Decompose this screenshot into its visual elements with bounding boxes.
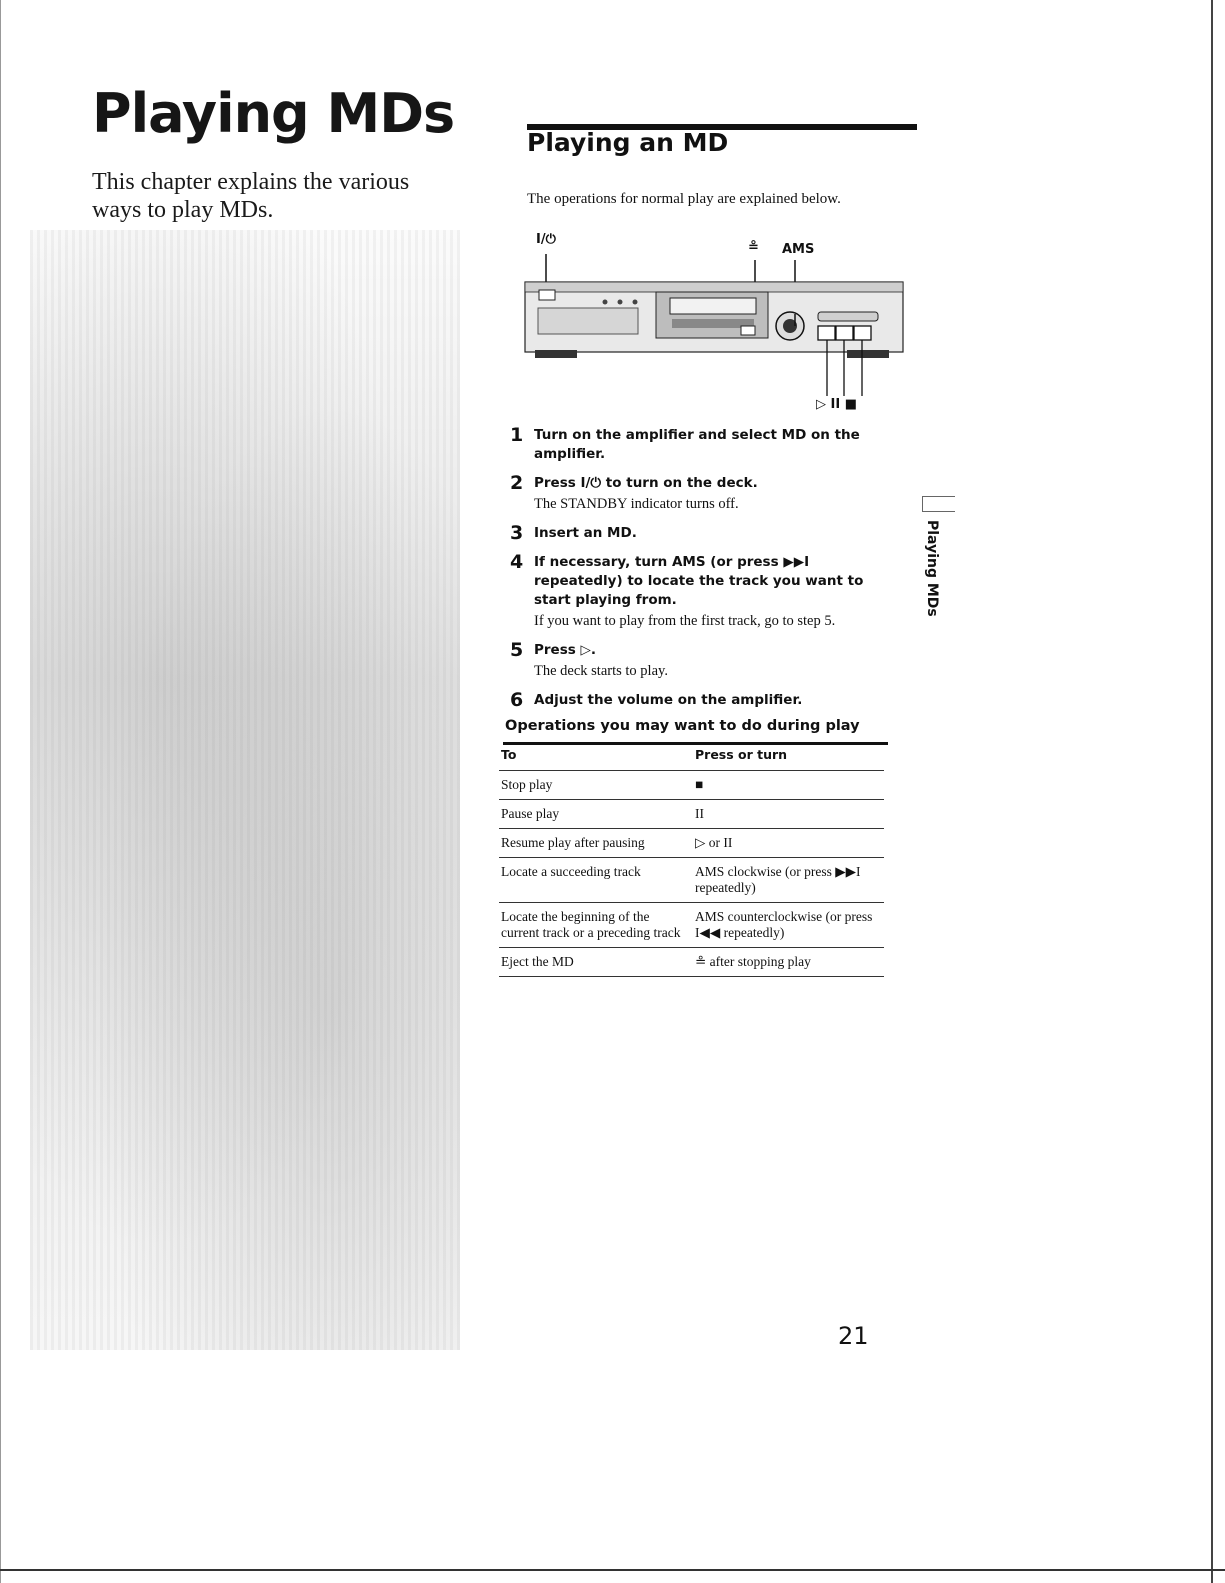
table-cell: Locate a succeeding track (499, 858, 693, 903)
side-tab-marker (922, 496, 955, 512)
operations-title: Operations you may want to do during play (505, 718, 860, 734)
table-cell: ≗ after stopping play (693, 948, 884, 977)
table-row (499, 858, 884, 903)
step-6 (510, 691, 900, 710)
step-number: 3 (510, 522, 524, 544)
table-header-row (499, 744, 884, 771)
table-cell: AMS clockwise (or press ▶▶I repeatedly) (693, 858, 884, 903)
scan-edge-right (1211, 0, 1213, 1583)
table-cell: Eject the MD (499, 948, 693, 977)
scan-edge-left (0, 0, 1, 1583)
table-cell: AMS counterclockwise (or press I◀◀ repeatedly) (693, 903, 884, 948)
step-instruction: Press I/⏻ to turn on the deck. (534, 475, 758, 491)
section-title: Playing an MD (527, 128, 729, 157)
table-row (499, 903, 884, 948)
step-number: 6 (510, 689, 524, 711)
chapter-subtitle: This chapter explains the various ways to play MDs. (92, 169, 410, 223)
step-2 (510, 474, 900, 514)
step-number: 2 (510, 472, 524, 494)
operations-table (499, 744, 884, 977)
scan-edge-bottom (0, 1569, 1225, 1571)
step-number: 4 (510, 551, 524, 573)
step-instruction: Adjust the volume on the amplifier. (534, 692, 803, 708)
step-1 (510, 426, 900, 464)
table-cell: Stop play (499, 771, 693, 800)
step-note: If you want to play from the first track, go to step 5. (534, 613, 836, 629)
table-row (499, 771, 884, 800)
step-instruction: Press ▷. (534, 642, 596, 658)
step-note: The STANDBY indicator turns off. (534, 496, 739, 512)
section-intro: The operations for normal play are explained below. (527, 191, 841, 207)
side-tab-label: Playing MDs (924, 520, 940, 617)
step-3 (510, 524, 900, 543)
table-cell: II (693, 800, 884, 829)
table-row (499, 948, 884, 977)
step-instruction: Turn on the amplifier and select MD on the amplifier. (534, 427, 860, 462)
step-note: The deck starts to play. (534, 663, 668, 679)
md-deck-illustration (520, 240, 910, 400)
step-instruction: If necessary, turn AMS (or press ▶▶I repeatedly) to locate the track you want to start playing from. (534, 554, 864, 608)
column-header-press: Press or turn (693, 744, 884, 771)
steps-list (510, 426, 900, 720)
eject-label: ≗ (748, 240, 759, 255)
table-cell: Resume play after pausing (499, 829, 693, 858)
table-row (499, 829, 884, 858)
step-5 (510, 641, 900, 681)
chapter-photo-background (30, 230, 460, 1350)
table-cell: ■ (693, 771, 884, 800)
table-cell: Locate the beginning of the current track or a preceding track (499, 903, 693, 948)
chapter-title: Playing MDs (92, 82, 455, 145)
step-instruction: Insert an MD. (534, 525, 637, 541)
step-number: 1 (510, 424, 524, 446)
table-cell: ▷ or II (693, 829, 884, 858)
page-number: 21 (838, 1322, 869, 1350)
table-row (499, 800, 884, 829)
step-number: 5 (510, 639, 524, 661)
ams-label: AMS (782, 242, 815, 257)
step-4 (510, 553, 900, 631)
power-label: I/⏻ (536, 232, 556, 247)
table-cell: Pause play (499, 800, 693, 829)
column-header-to: To (499, 744, 693, 771)
transport-label: ▷ II ■ (816, 397, 858, 412)
